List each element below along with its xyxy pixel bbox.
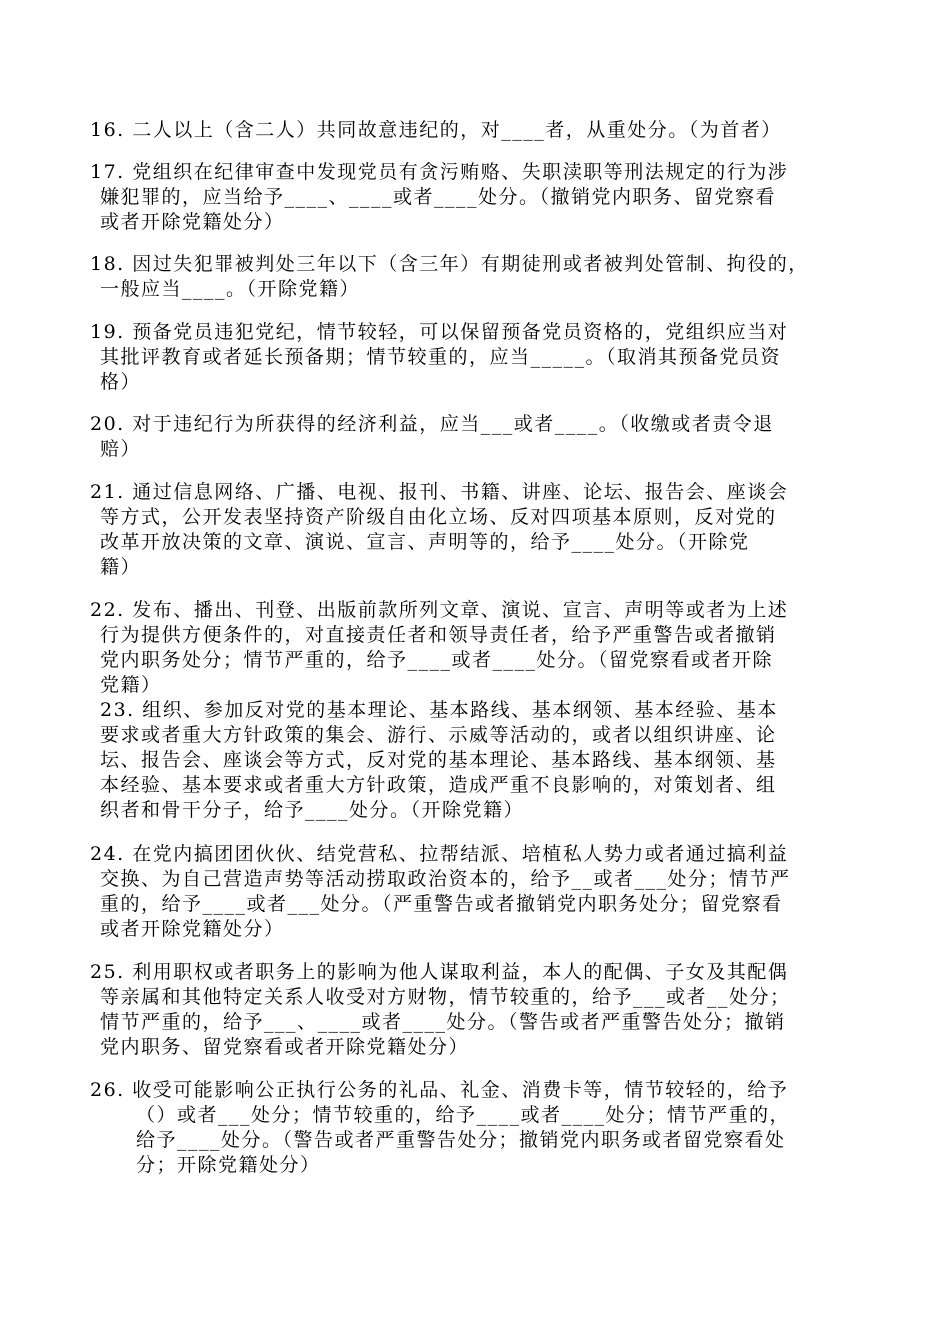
question-26 bbox=[90, 1078, 870, 1178]
question-line: 其批评教育或者延长预备期；情节较重的，应当_____。（取消其预备党员资 bbox=[100, 346, 782, 368]
question-line: 给予____处分。（警告或者严重警告处分；撤销党内职务或者留党察看处 bbox=[136, 1129, 786, 1151]
question-18 bbox=[90, 252, 870, 302]
question-line: 26. 收受可能影响公正执行公务的礼品、礼金、消费卡等，情节较轻的，给予 bbox=[90, 1079, 789, 1101]
question-24 bbox=[90, 842, 870, 942]
question-line: 赔） bbox=[100, 438, 142, 460]
question-21 bbox=[90, 480, 870, 580]
question-line: 21. 通过信息网络、广播、电视、报刊、书籍、讲座、论坛、报告会、座谈会 bbox=[90, 481, 789, 503]
question-line: 改革开放决策的文章、演说、宣言、声明等的，给予____处分。（开除党 bbox=[100, 531, 750, 553]
question-line: 16. 二人以上（含二人）共同故意违纪的，对____者，从重处分。（为首者） bbox=[90, 119, 782, 141]
question-line: 织者和骨干分子，给予____处分。（开除党籍） bbox=[100, 799, 525, 821]
question-17 bbox=[90, 160, 870, 235]
question-line: 党籍） bbox=[100, 674, 162, 696]
question-line: 嫌犯罪的，应当给予____、____或者____处分。（撤销党内职务、留党察看 bbox=[100, 186, 777, 208]
question-line: 情节严重的，给予___、____或者____处分。（警告或者严重警告处分；撤销 bbox=[100, 1011, 786, 1033]
question-line: （）或者___处分；情节较重的，给予____或者____处分；情节严重的， bbox=[136, 1104, 791, 1126]
question-25 bbox=[90, 960, 870, 1060]
question-19 bbox=[90, 320, 870, 395]
question-line: 党内职务、留党察看或者开除党籍处分） bbox=[100, 1036, 470, 1058]
question-line: 交换、为自己营造声势等活动捞取政治资本的，给予__或者___处分；情节严 bbox=[100, 868, 791, 890]
question-23 bbox=[90, 698, 870, 823]
question-22 bbox=[90, 598, 870, 698]
question-line: 17. 党组织在纪律审查中发现党员有贪污贿赂、失职渎职等刑法规定的行为涉 bbox=[90, 161, 789, 183]
question-line: 24. 在党内搞团团伙伙、结党营私、拉帮结派、培植私人势力或者通过搞利益 bbox=[90, 843, 789, 865]
question-line: 党内职务处分；情节严重的，给予____或者____处分。（留党察看或者开除 bbox=[100, 649, 774, 671]
question-line: 坛、报告会、座谈会等方式，反对党的基本理论、基本路线、基本纲领、基 bbox=[100, 749, 777, 771]
question-line: 行为提供方便条件的，对直接责任者和领导责任者，给予严重警告或者撤销 bbox=[100, 624, 777, 646]
question-line: 一般应当____。（开除党籍） bbox=[100, 278, 361, 300]
question-line: 19. 预备党员违犯党纪，情节较轻，可以保留预备党员资格的，党组织应当对 bbox=[90, 321, 789, 343]
question-line: 格） bbox=[100, 371, 142, 393]
question-16 bbox=[90, 118, 870, 143]
question-20 bbox=[90, 412, 870, 462]
question-line: 或者开除党籍处分） bbox=[100, 918, 285, 940]
question-line: 重的，给予____或者___处分。（严重警告或者撤销党内职务处分；留党察看 bbox=[100, 893, 783, 915]
question-line: 22. 发布、播出、刊登、出版前款所列文章、演说、宣言、声明等或者为上述 bbox=[90, 599, 789, 621]
question-line: 20. 对于违纪行为所获得的经济利益，应当___或者____。（收缴或者责令退 bbox=[90, 413, 774, 435]
question-line: 籍） bbox=[100, 556, 142, 578]
question-line: 或者开除党籍处分） bbox=[100, 211, 285, 233]
question-line: 25. 利用职权或者职务上的影响为他人谋取利益，本人的配偶、子女及其配偶 bbox=[90, 961, 789, 983]
question-line: 本经验、基本要求或者重大方针政策，造成严重不良影响的，对策划者、组 bbox=[100, 774, 777, 796]
question-line: 等方式，公开发表坚持资产阶级自由化立场、反对四项基本原则，反对党的 bbox=[100, 506, 777, 528]
question-line: 23. 组织、参加反对党的基本理论、基本路线、基本纲领、基本经验、基本 bbox=[100, 699, 778, 721]
question-line: 要求或者重大方针政策的集会、游行、示威等活动的，或者以组织讲座、论 bbox=[100, 724, 777, 746]
question-line: 18. 因过失犯罪被判处三年以下（含三年）有期徒刑或者被判处管制、拘役的， bbox=[90, 253, 809, 275]
question-line: 分；开除党籍处分） bbox=[136, 1154, 321, 1176]
question-line: 等亲属和其他特定关系人收受对方财物，情节较重的，给予___或者__处分； bbox=[100, 986, 791, 1008]
